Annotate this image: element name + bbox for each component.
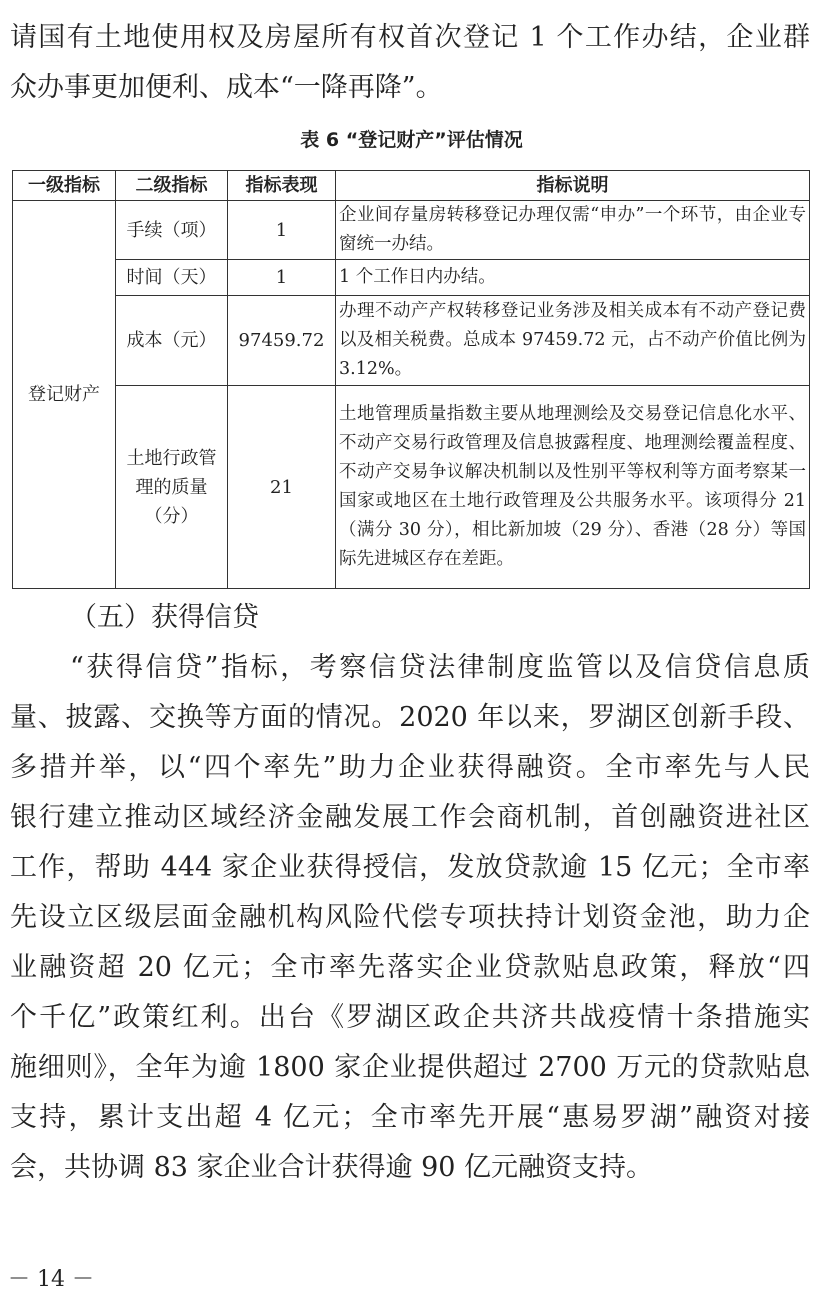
indicator-cell: 成本（元）	[116, 296, 228, 386]
category-cell: 登记财产	[13, 201, 116, 589]
intro-line: 众办事更加便利、成本“一降再降”。	[10, 72, 443, 103]
indicator-cell: 时间（天）	[116, 260, 228, 296]
desc-cell: 1 个工作日内办结。	[336, 260, 810, 296]
body-line: 支持，累计支出超 4 亿元；全市率先开展“惠易罗湖”融资对接	[10, 1102, 810, 1133]
value-cell: 1	[228, 201, 336, 260]
page-number: － 14 －	[8, 1267, 94, 1292]
header-cell: 指标说明	[336, 171, 810, 201]
body-line: 个千亿”政策红利。出台《罗湖区政企共济共战疫情十条措施实	[10, 1002, 810, 1033]
registration-table	[12, 170, 810, 589]
intro-line: 请国有土地使用权及房屋所有权首次登记 1 个工作办结，企业群	[10, 22, 810, 53]
body-line: “获得信贷”指标，考察信贷法律制度监管以及信贷信息质	[70, 652, 810, 683]
body-line: 多措并举，以“四个率先”助力企业获得融资。全市率先与人民	[10, 752, 810, 783]
value-cell: 21	[228, 386, 336, 589]
header-cell: 一级指标	[13, 171, 116, 201]
value-cell: 1	[228, 260, 336, 296]
body-line: 会，共协调 83 家企业合计获得逾 90 亿元融资支持。	[10, 1152, 654, 1183]
body-line: 业融资超 20 亿元；全市率先落实企业贷款贴息政策，释放“四	[10, 952, 810, 983]
section-heading: （五）获得信贷	[70, 602, 259, 633]
indicator-cell: 土地行政管理的质量（分）	[116, 386, 228, 589]
table-row	[13, 296, 810, 386]
header-cell: 二级指标	[116, 171, 228, 201]
table-row	[13, 260, 810, 296]
desc-cell: 办理不动产产权转移登记业务涉及相关成本有不动产登记费以及相关税费。总成本 97459.72 元，占不动产价值比例为 3.12%。	[336, 296, 810, 386]
table-header-row	[13, 171, 810, 201]
desc-cell: 企业间存量房转移登记办理仅需“申办”一个环节，由企业专窗统一办结。	[336, 201, 810, 260]
desc-cell: 土地管理质量指数主要从地理测绘及交易登记信息化水平、不动产交易行政管理及信息披露程度、地理测绘覆盖程度、不动产交易争议解决机制以及性别平等权利等方面考察某一国家或地区在土地行政管理及公共服务水平。该项得分 21（满分 30 分），相比新加坡（29 分）、香港（28 分）等国际先进城区存在差距。	[336, 386, 810, 589]
table-row	[13, 386, 810, 589]
header-cell: 指标表现	[228, 171, 336, 201]
indicator-cell: 手续（项）	[116, 201, 228, 260]
value-cell: 97459.72	[228, 296, 336, 386]
table-row	[13, 201, 810, 260]
body-line: 工作，帮助 444 家企业获得授信，发放贷款逾 15 亿元；全市率	[10, 852, 810, 883]
body-line: 施细则》，全年为逾 1800 家企业提供超过 2700 万元的贷款贴息	[10, 1052, 810, 1083]
table-caption: 表 6 “登记财产”评估情况	[300, 129, 523, 151]
body-line: 量、披露、交换等方面的情况。2020 年以来，罗湖区创新手段、	[10, 702, 810, 733]
body-line: 银行建立推动区域经济金融发展工作会商机制，首创融资进社区	[10, 802, 810, 833]
body-line: 先设立区级层面金融机构风险代偿专项扶持计划资金池，助力企	[10, 902, 810, 933]
